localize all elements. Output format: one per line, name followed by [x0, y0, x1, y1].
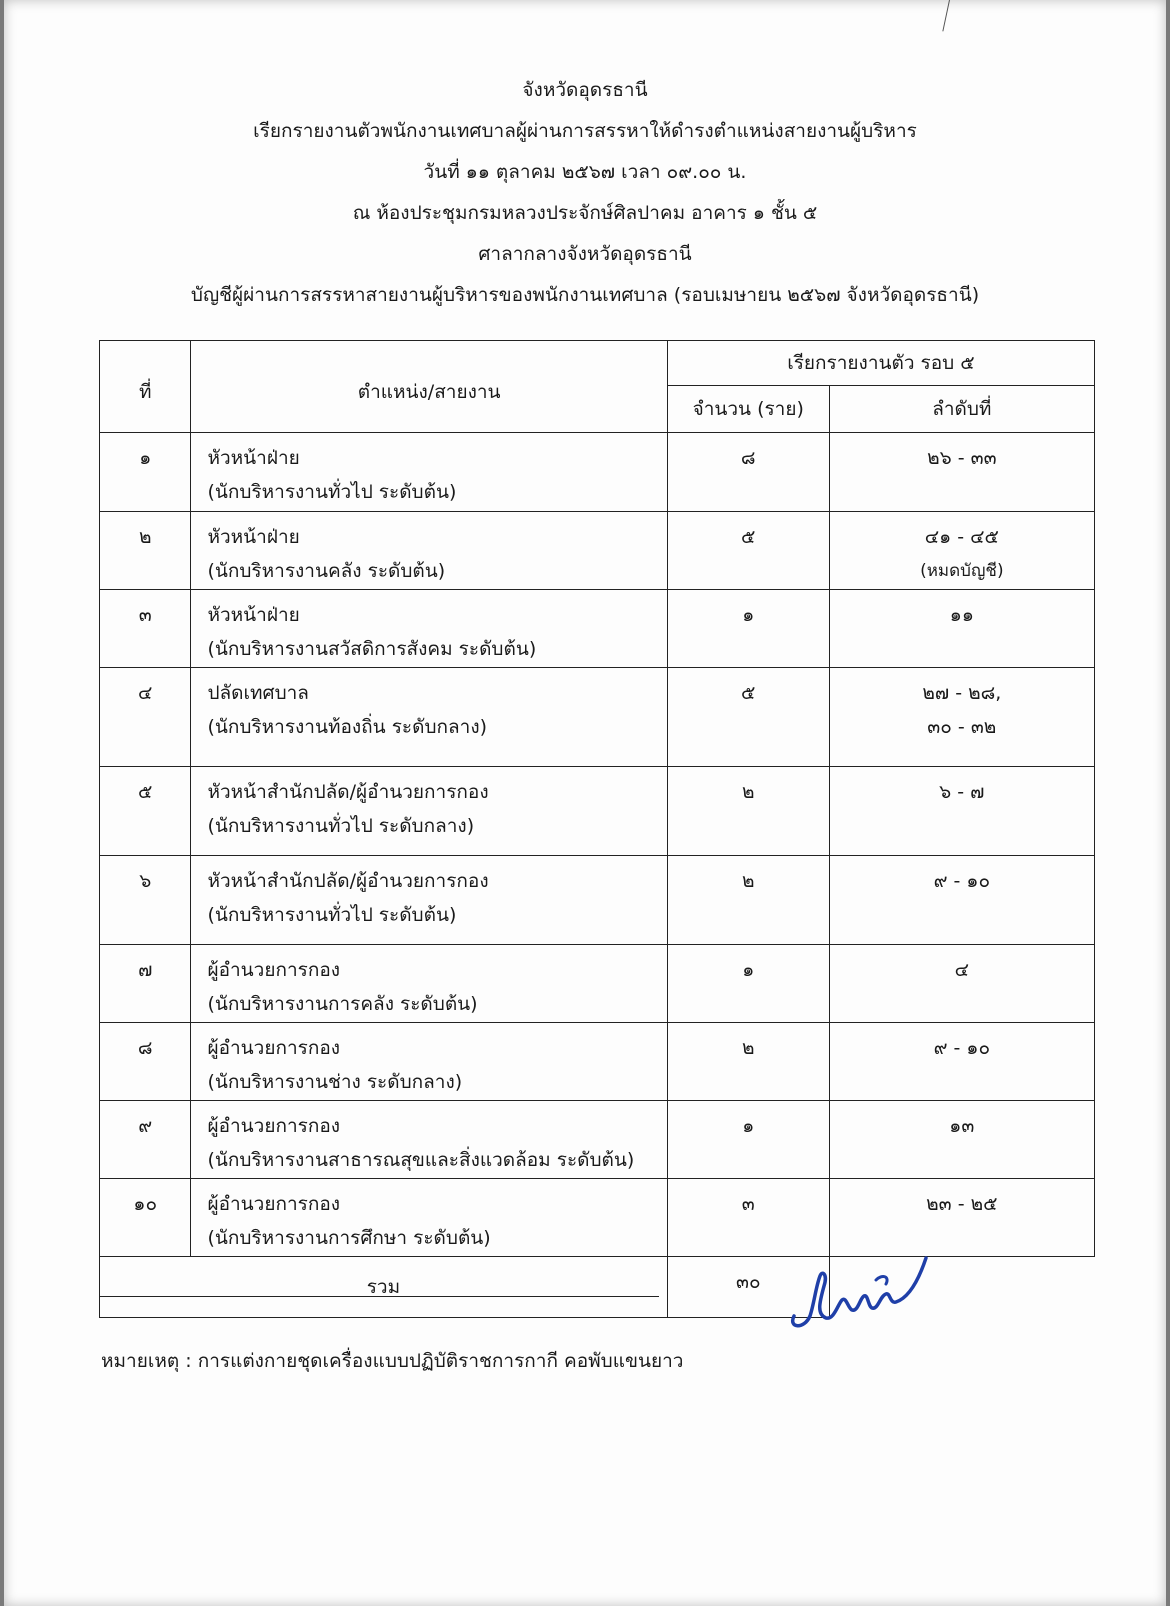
col-header-group: เรียกรายงานตัว รอบ ๕ [667, 341, 1094, 386]
table-row [100, 945, 1095, 1023]
row-line: (นักบริหารงานสาธารณสุขและสิ่งแวดล้อม ระดับต้น) [207, 1149, 635, 1171]
row-title: ผู้อำนวยการกอง [207, 1115, 341, 1137]
header-subject: เรียกรายงานตัวพนักงานเทศบาลผู้ผ่านการสรรหาให้ดำรงตำแหน่งสายงานผู้บริหาร [253, 120, 917, 142]
row-order: ๔ [954, 959, 970, 981]
row-line: (นักบริหารงานช่าง ระดับกลาง) [207, 1071, 463, 1093]
signature-flourish [876, 1277, 887, 1284]
document-page [4, 0, 1166, 1606]
row-title: หัวหน้าสำนักปลัด/ผู้อำนวยการกอง [207, 870, 489, 892]
row-line: (นักบริหารงานคลัง ระดับต้น) [207, 560, 446, 582]
row-line: (นักบริหารงานทั่วไป ระดับกลาง) [207, 815, 475, 837]
header-building: ศาลากลางจังหวัดอุดรธานี [478, 243, 692, 265]
row-order: ๙ - ๑๐ [933, 870, 991, 892]
document-header [4, 70, 1166, 316]
scan-mark [942, 0, 950, 31]
col-header-count: จำนวน (ราย) [667, 386, 829, 433]
table-row [100, 856, 1095, 945]
row-no: ๗ [138, 959, 153, 981]
row-line: (นักบริหารงานทั่วไป ระดับต้น) [207, 904, 457, 926]
row-no: ๔ [138, 682, 153, 704]
row-count: ๒ [741, 781, 755, 803]
row-no: ๕ [138, 781, 153, 803]
row-line: (นักบริหารงานสวัสดิการสังคม ระดับต้น) [207, 638, 537, 660]
table-row [100, 668, 1095, 767]
total-label: รวม [100, 1257, 668, 1318]
row-order: ๒๓ - ๒๕ [926, 1193, 998, 1215]
row-order: ๑๑ [949, 604, 974, 626]
header-date-time: วันที่ ๑๑ ตุลาคม ๒๕๖๗ เวลา ๐๙.๐๐ น. [423, 161, 747, 183]
row-count: ๓ [741, 1193, 755, 1215]
row-title: ผู้อำนวยการกอง [207, 1193, 341, 1215]
row-line: (นักบริหารงานท้องถิ่น ระดับกลาง) [207, 716, 488, 738]
row-no: ๓ [138, 604, 152, 626]
row-order: ๙ - ๑๐ [933, 1037, 991, 1059]
row-no: ๒ [138, 526, 152, 548]
table-row [100, 1179, 1095, 1257]
table-row [100, 767, 1095, 856]
row-count: ๑ [742, 1115, 755, 1137]
row-order: ๖ - ๗ [939, 781, 985, 803]
row-count: ๑ [742, 604, 755, 626]
row-order-second: ๓๐ - ๓๒ [927, 716, 997, 738]
row-order: ๔๑ - ๔๕ [924, 526, 999, 548]
signature [786, 1246, 946, 1336]
row-title: หัวหน้าสำนักปลัด/ผู้อำนวยการกอง [207, 781, 489, 803]
row-count: ๒ [741, 870, 755, 892]
header-list-title: บัญชีผู้ผ่านการสรรหาสายงานผู้บริหารของพนักงานเทศบาล (รอบเมษายน ๒๕๖๗ จังหวัดอุดรธานี) [190, 284, 980, 306]
row-no: ๘ [137, 1037, 153, 1059]
row-no: ๑๐ [133, 1193, 158, 1215]
table-row [100, 590, 1095, 668]
header-province: จังหวัดอุดรธานี [522, 79, 648, 101]
row-order: ๒๗ - ๒๘, [922, 682, 1002, 704]
table-row [100, 512, 1095, 590]
row-title: หัวหน้าฝ่าย [207, 447, 300, 469]
col-header-order: ลำดับที่ [829, 386, 1094, 433]
row-order: ๒๖ - ๓๓ [927, 447, 997, 469]
candidate-table [99, 340, 1095, 1318]
total-value: ๓๐ [667, 1257, 829, 1318]
row-line: (นักบริหารงานการศึกษา ระดับต้น) [207, 1227, 491, 1249]
row-order-note: (หมดบัญชี) [920, 561, 1004, 581]
row-count: ๕ [741, 526, 756, 548]
footer-note: หมายเหตุ : การแต่งกายชุดเครื่องแบบปฏิบัติราชการกากี คอพับแขนยาว [101, 1350, 684, 1372]
row-order: ๑๓ [949, 1115, 975, 1137]
row-count: ๑ [742, 959, 755, 981]
row-count: ๕ [741, 682, 756, 704]
table-row [100, 1023, 1095, 1101]
col-header-no: ที่ [100, 341, 191, 433]
row-count: ๒ [741, 1037, 755, 1059]
col-header-position: ตำแหน่ง/สายงาน [191, 341, 667, 433]
total-underline [99, 1296, 659, 1299]
header-venue: ณ ห้องประชุมกรมหลวงประจักษ์ศิลปาคม อาคาร ๑ ชั้น ๕ [352, 202, 818, 224]
signature-stroke [793, 1258, 926, 1326]
row-title: หัวหน้าฝ่าย [207, 526, 300, 548]
row-title: ปลัดเทศบาล [207, 682, 309, 704]
table-row [100, 1101, 1095, 1179]
row-line: (นักบริหารงานการคลัง ระดับต้น) [207, 993, 478, 1015]
row-no: ๑ [139, 447, 152, 469]
row-no: ๙ [138, 1115, 153, 1137]
row-title: หัวหน้าฝ่าย [207, 604, 300, 626]
row-line: (นักบริหารงานทั่วไป ระดับต้น) [207, 481, 457, 503]
table-header-row [100, 341, 1095, 386]
row-title: ผู้อำนวยการกอง [207, 1037, 341, 1059]
row-title: ผู้อำนวยการกอง [207, 959, 341, 981]
row-no: ๖ [139, 870, 152, 892]
table-row [100, 433, 1095, 512]
row-count: ๘ [740, 447, 756, 469]
